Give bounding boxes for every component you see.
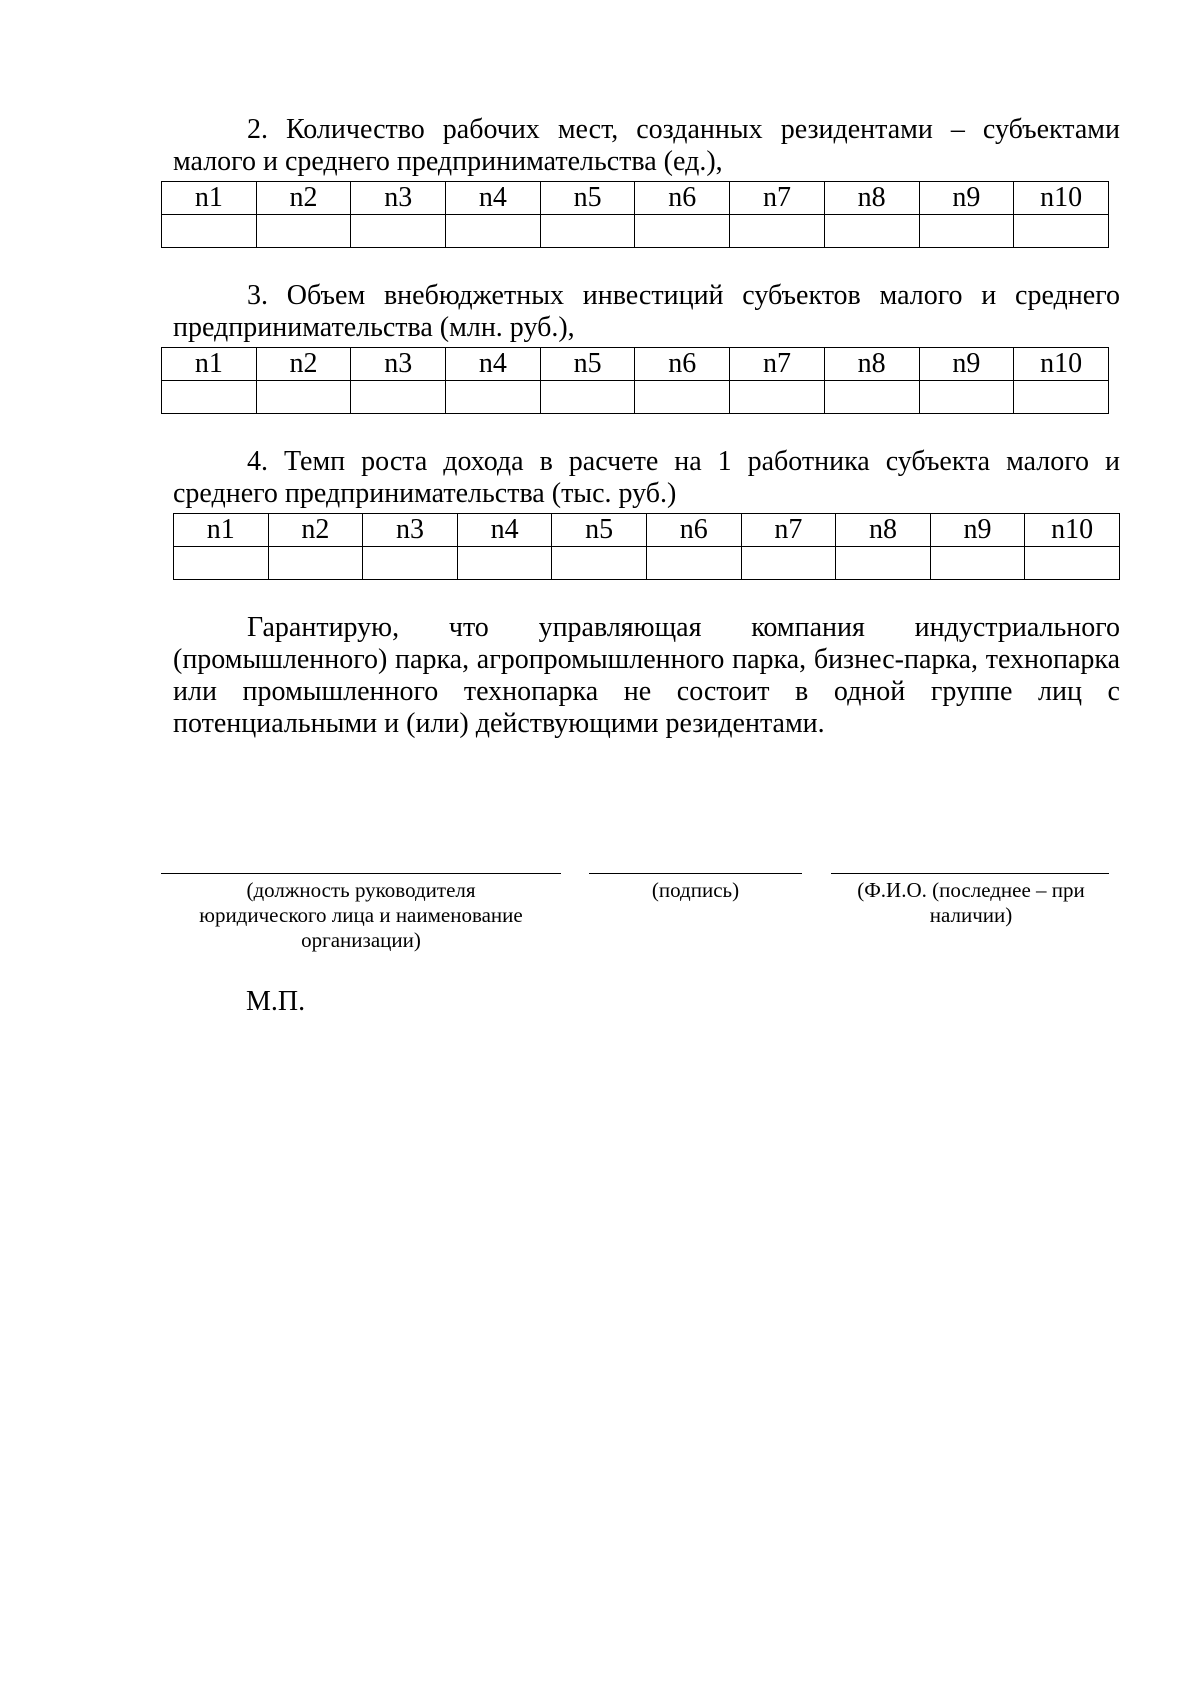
table-value-cell [268,547,363,580]
table-value-cell [256,381,351,414]
table-header-cell: n4 [446,348,541,381]
name-signature-line [831,873,1109,874]
signature-line [589,873,802,874]
table-value-cell [351,381,446,414]
table-header-cell: n8 [824,348,919,381]
table-header-cell: n10 [1014,348,1109,381]
guarantee-text: Гарантирую, что управляющая компания индустриального (промышленного) парка, агропромышленного парка, бизнес-парка, технопарка или промышленного технопарка не состоит в одной группе лиц с потенциальными и (или) действующими резидентами. [173,612,1120,739]
stamp-label: М.П. [246,986,306,1017]
table-header-cell: n6 [635,182,730,215]
signature-caption: (подпись) [651,878,740,902]
table-header-cell: n2 [256,182,351,215]
table-header-cell: n9 [919,182,1014,215]
table-value-cell [351,215,446,248]
table-header-row [162,182,1109,215]
table-value-cell [824,381,919,414]
table-value-cell [930,547,1025,580]
table-value-row [174,547,1120,580]
table-header-cell: n7 [730,348,825,381]
section-3-table [161,347,1109,414]
table-header-cell: n7 [730,182,825,215]
table-header-cell: n8 [824,182,919,215]
table-value-cell [741,547,836,580]
table-value-cell [162,381,257,414]
table-value-cell [540,381,635,414]
table-value-cell [1025,547,1120,580]
table-value-cell [162,215,257,248]
table-value-cell [646,547,741,580]
table-value-cell [730,215,825,248]
position-signature-line [161,873,561,874]
section-2-table [161,181,1109,248]
table-header-cell: n9 [930,514,1025,547]
table-header-cell: n3 [351,182,446,215]
table-header-cell: n10 [1025,514,1120,547]
section-2-text: 2. Количество рабочих мест, созданных резидентами – субъектами малого и среднего предпринимательства (ед.), [173,114,1120,177]
table-header-cell: n3 [351,348,446,381]
table-value-cell [635,381,730,414]
table-value-cell [363,547,458,580]
table-header-cell: n3 [363,514,458,547]
position-caption: (должность руководителя юридического лица и наименование организации) [199,878,523,952]
table-value-row [162,381,1109,414]
section-4-text: 4. Темп роста дохода в расчете на 1 работника субъекта малого и среднего предпринимательства (тыс. руб.) [173,446,1120,509]
table-value-cell [730,381,825,414]
table-header-cell: n8 [836,514,931,547]
table-header-cell: n5 [540,348,635,381]
table-value-row [162,215,1109,248]
name-caption: (Ф.И.О. (последнее – при наличии) [857,878,1085,927]
table-header-cell: n6 [635,348,730,381]
table-value-cell [919,381,1014,414]
table-value-cell [446,215,541,248]
table-value-cell [552,547,647,580]
table-value-cell [174,547,269,580]
table-value-cell [824,215,919,248]
table-header-cell: n2 [268,514,363,547]
table-header-cell: n1 [162,348,257,381]
table-header-cell: n6 [646,514,741,547]
table-header-cell: n4 [457,514,552,547]
table-header-cell: n1 [174,514,269,547]
table-value-cell [256,215,351,248]
section-3-text: 3. Объем внебюджетных инвестиций субъектов малого и среднего предпринимательства (млн. руб.), [173,280,1120,343]
table-value-cell [836,547,931,580]
table-header-row [174,514,1120,547]
table-header-cell: n9 [919,348,1014,381]
table-header-cell: n2 [256,348,351,381]
table-value-cell [1014,215,1109,248]
table-header-cell: n10 [1014,182,1109,215]
table-value-cell [457,547,552,580]
table-header-cell: n5 [552,514,647,547]
table-value-cell [446,381,541,414]
section-4-table [173,513,1120,580]
table-header-row [162,348,1109,381]
table-header-cell: n1 [162,182,257,215]
table-header-cell: n5 [540,182,635,215]
table-value-cell [635,215,730,248]
table-header-cell: n7 [741,514,836,547]
table-value-cell [540,215,635,248]
table-header-cell: n4 [446,182,541,215]
table-value-cell [1014,381,1109,414]
table-value-cell [919,215,1014,248]
